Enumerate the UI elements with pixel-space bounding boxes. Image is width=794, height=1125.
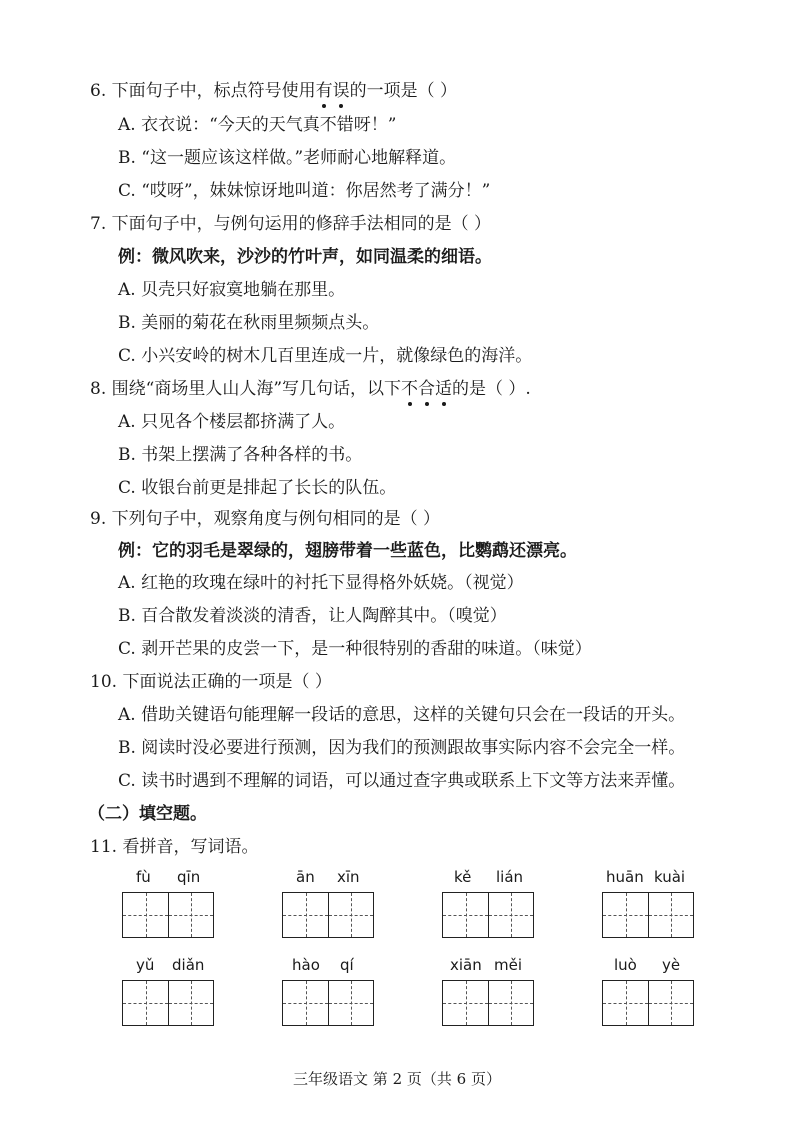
- writing-cell[interactable]: [283, 893, 328, 937]
- question-10-option-b: B. 阅读时没必要进行预测，因为我们的预测跟故事实际内容不会完全一样。: [118, 738, 686, 758]
- writing-grid[interactable]: [282, 892, 374, 938]
- pinyin-syllable: měi: [494, 956, 523, 974]
- pinyin-syllable: luò: [614, 956, 637, 974]
- writing-cell[interactable]: [328, 981, 373, 1025]
- pinyin-syllable: xīn: [337, 868, 360, 886]
- question-7-option-a: A. 贝壳只好寂寞地躺在那里。: [118, 280, 346, 300]
- pinyin-syllable: qí: [340, 956, 354, 974]
- pinyin-syllable: kě: [454, 868, 472, 886]
- question-6-stem: [90, 80, 457, 102]
- emphasis-char: 误: [332, 81, 350, 101]
- writing-cell[interactable]: [283, 981, 328, 1025]
- stem-text: 的一项是（ ）: [349, 81, 458, 101]
- writing-grid[interactable]: [602, 980, 694, 1026]
- writing-cell[interactable]: [488, 981, 533, 1025]
- emphasis-char: 适: [435, 379, 453, 399]
- writing-cell[interactable]: [648, 893, 693, 937]
- writing-cell[interactable]: [123, 981, 168, 1025]
- question-8-option-b: B. 书架上摆满了各种各样的书。: [118, 445, 363, 465]
- question-7-example: 例：微风吹来，沙沙的竹叶声，如同温柔的细语。: [118, 247, 492, 267]
- pinyin-syllable: fù: [136, 868, 151, 886]
- writing-cell[interactable]: [603, 981, 648, 1025]
- writing-cell[interactable]: [648, 981, 693, 1025]
- writing-cell[interactable]: [488, 893, 533, 937]
- emphasis-char: 有: [315, 81, 333, 101]
- writing-cell[interactable]: [443, 893, 488, 937]
- question-7-stem: 7. 下面句子中，与例句运用的修辞手法相同的是（ ）: [90, 214, 492, 234]
- stem-text: 8. 围绕“商场里人山人海”写几句话，以下: [90, 379, 402, 399]
- pinyin-syllable: kuài: [654, 868, 686, 886]
- writing-grid[interactable]: [442, 892, 534, 938]
- question-11-stem: 11. 看拼音，写词语。: [90, 837, 259, 857]
- writing-cell[interactable]: [443, 981, 488, 1025]
- question-9-example: 例：它的羽毛是翠绿的，翅膀带着一些蓝色，比鹦鹉还漂亮。: [118, 541, 577, 561]
- question-8-option-a: A. 只见各个楼层都挤满了人。: [118, 412, 346, 432]
- writing-grid[interactable]: [122, 892, 214, 938]
- writing-grid[interactable]: [282, 980, 374, 1026]
- writing-cell[interactable]: [328, 893, 373, 937]
- question-10-option-c: C. 读书时遇到不理解的词语，可以通过查字典或联系上下文等方法来弄懂。: [118, 771, 686, 791]
- question-7-option-c: C. 小兴安岭的树木几百里连成一片，就像绿色的海洋。: [118, 346, 533, 366]
- pinyin-syllable: ān: [296, 868, 315, 886]
- question-6-option-a: A. 衣衣说：“今天的天气真不错呀！”: [118, 115, 397, 135]
- question-9-option-b: B. 百合散发着淡淡的清香，让人陶醉其中。（嗅觉）: [118, 606, 507, 626]
- question-6-option-c: C. “哎呀”，妹妹惊讶地叫道：你居然考了满分！”: [118, 181, 491, 201]
- question-7-option-b: B. 美丽的菊花在秋雨里频频点头。: [118, 313, 380, 333]
- writing-grid[interactable]: [122, 980, 214, 1026]
- writing-cell[interactable]: [168, 981, 213, 1025]
- writing-cell[interactable]: [168, 893, 213, 937]
- pinyin-syllable: qīn: [177, 868, 201, 886]
- pinyin-syllable: huān: [606, 868, 644, 886]
- question-8-stem: [90, 378, 531, 400]
- question-8-option-c: C. 收银台前更是排起了长长的队伍。: [118, 478, 397, 498]
- writing-cell[interactable]: [603, 893, 648, 937]
- question-10-stem: 10. 下面说法正确的一项是（ ）: [90, 672, 332, 692]
- question-9-stem: 9. 下列句子中，观察角度与例句相同的是（ ）: [90, 509, 441, 529]
- page-footer: 三年级语文 第 2 页（共 6 页）: [293, 1070, 501, 1088]
- question-9-option-c: C. 剥开芒果的皮尝一下，是一种很特别的香甜的味道。（味觉）: [118, 639, 592, 659]
- pinyin-syllable: diǎn: [172, 956, 205, 974]
- pinyin-syllable: yè: [662, 956, 681, 974]
- question-10-option-a: A. 借助关键语句能理解一段话的意思，这样的关键句只会在一段话的开头。: [118, 705, 686, 725]
- stem-text: 的是（ ）.: [452, 379, 531, 399]
- pinyin-syllable: hào: [292, 956, 320, 974]
- writing-cell[interactable]: [123, 893, 168, 937]
- section-title: （二）填空题。: [88, 804, 207, 824]
- emphasis-char: 合: [418, 379, 436, 399]
- stem-text: 6. 下面句子中，标点符号使用: [90, 81, 316, 101]
- emphasis-char: 不: [401, 379, 419, 399]
- writing-grid[interactable]: [602, 892, 694, 938]
- question-6-option-b: B. “这一题应该这样做。”老师耐心地解释道。: [118, 148, 457, 168]
- question-9-option-a: A. 红艳的玫瑰在绿叶的衬托下显得格外妖娆。（视觉）: [118, 573, 524, 593]
- pinyin-syllable: xiān: [450, 956, 482, 974]
- writing-grid[interactable]: [442, 980, 534, 1026]
- pinyin-syllable: yǔ: [136, 956, 155, 974]
- pinyin-syllable: lián: [496, 868, 524, 886]
